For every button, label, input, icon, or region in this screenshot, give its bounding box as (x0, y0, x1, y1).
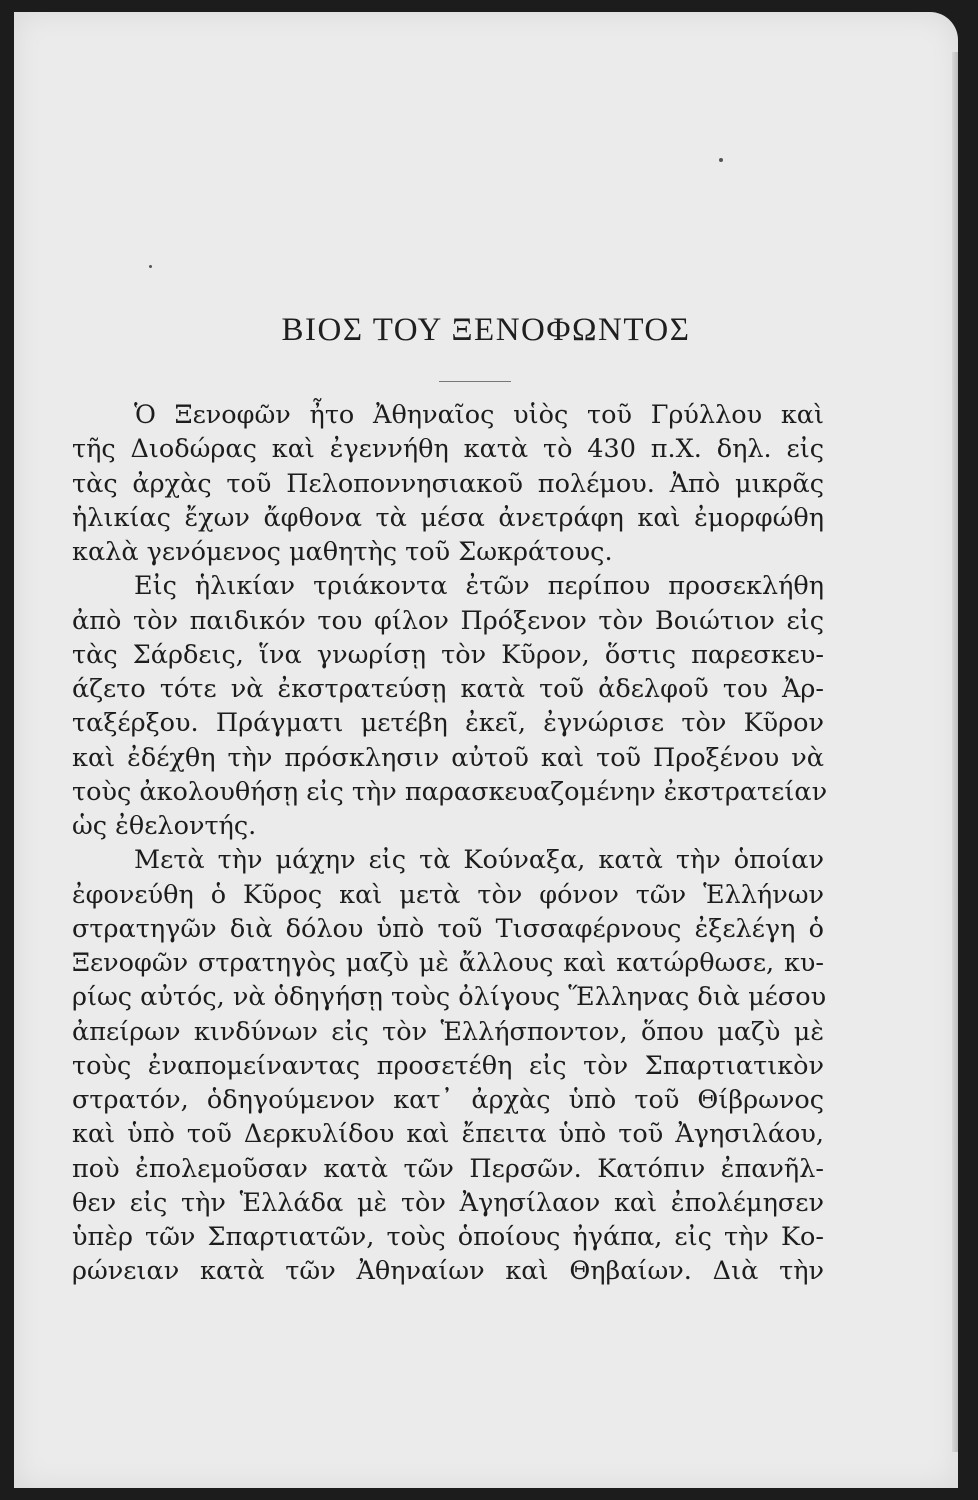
text-line: τοὺς ἐναπομείναντας προσετέθη εἰς τὸν Σπαρτιατικὸν (72, 1050, 824, 1081)
text-line: ὡς ἐθελοντής. (72, 811, 257, 841)
page-edge (952, 52, 958, 1452)
text-line: θεν εἰς τὴν Ἑλλάδα μὲ τὸν Ἀγησίλαον καὶ ἐπολέμησεν (72, 1187, 824, 1218)
ink-speck (149, 265, 152, 268)
ink-speck (719, 158, 723, 162)
text-line: ἡλικίας ἔχων ἄφθονα τὰ μέσα ἀνετράφη καὶ ἐμορφώθη (72, 502, 824, 533)
title-divider (439, 381, 511, 382)
text-line: στρατηγῶν διὰ δόλου ὑπὸ τοῦ Τισσαφέρνους ἐξελέγη ὁ (72, 913, 824, 944)
text-line: ἀπείρων κινδύνων εἰς τὸν Ἑλλήσποντον, ὅπου μαζὺ μὲ (72, 1016, 824, 1047)
text-line: Εἰς ἡλικίαν τριάκοντα ἐτῶν περίπου προσεκλήθη (134, 571, 824, 602)
text-line: τὰς Σάρδεις, ἵνα γνωρίσῃ τὸν Κῦρον, ὅστις παρεσκευ- (72, 639, 824, 670)
text-line: άζετο τότε νὰ ἐκστρατεύσῃ κατὰ τοῦ ἀδελφοῦ του Ἀρ- (72, 674, 824, 704)
text-line: ὑπὲρ τῶν Σπαρτιατῶν, τοὺς ὁποίους ἠγάπα, εἰς τὴν Κο- (72, 1222, 824, 1252)
text-line: τοὺς ἀκολουθήσῃ εἰς τὴν παρασκευαζομένην ἐκστρατείαν (72, 776, 828, 807)
text-line: ἐφονεύθη ὁ Κῦρος καὶ μετὰ τὸν φόνον τῶν Ἑλλήνων (72, 879, 824, 910)
text-line: Ὁ Ξενοφῶν ἦτο Ἀθηναῖος υἱὸς τοῦ Γρύλλου καὶ (134, 400, 824, 430)
text-line: τὰς ἀρχὰς τοῦ Πελοποννησιακοῦ πολέμου. Ἀπὸ μικρᾶς (72, 468, 824, 499)
text-line: τῆς Διοδώρας καὶ ἐγεννήθη κατὰ τὸ 430 π.Χ. δηλ. εἰς (72, 434, 824, 465)
text-line: ταξέρξου. Πράγματι μετέβη ἐκεῖ, ἐγνώρισε τὸν Κῦρον (72, 708, 824, 739)
text-line: καὶ ὑπὸ τοῦ Δερκυλίδου καὶ ἔπειτα ὑπὸ τοῦ Ἀγησιλάου, (72, 1119, 824, 1150)
page-title: ΒΙΟΣ ΤΟΥ ΞΕΝΟΦΩΝΤΟΣ (281, 312, 691, 348)
text-line: ποὺ ἐπολεμοῦσαν κατὰ τῶν Περσῶν. Κατόπιν ἐπανῆλ- (72, 1153, 824, 1184)
text-line: καλὰ γενόμενος μαθητὴς τοῦ Σωκράτους. (72, 537, 613, 567)
text-line: Μετὰ τὴν μάχην εἰς τὰ Κούναξα, κατὰ τὴν ὁποίαν (134, 845, 824, 876)
body-text (72, 398, 828, 1289)
text-line: Ξενοφῶν στρατηγὸς μαζὺ μὲ ἄλλους καὶ κατώρθωσε, κυ- (72, 948, 824, 978)
text-line: στρατόν, ὁδηγούμενον κατ᾽ ἀρχὰς ὑπὸ τοῦ Θίβρωνος (72, 1085, 824, 1115)
text-line: ρίως αὐτός, νὰ ὁδηγήσῃ τοὺς ὀλίγους Ἕλληνας διὰ μέσου (72, 982, 827, 1013)
book-page (14, 12, 958, 1488)
text-line: ἀπὸ τὸν παιδικόν του φίλον Πρόξενον τὸν Βοιώτιον εἰς (72, 605, 824, 636)
text-line: καὶ ἐδέχθη τὴν πρόσκλησιν αὐτοῦ καὶ τοῦ Προξένου νὰ (72, 742, 824, 773)
text-line: ρώνειαν κατὰ τῶν Ἀθηναίων καὶ Θηβαίων. Διὰ τὴν (72, 1256, 824, 1287)
